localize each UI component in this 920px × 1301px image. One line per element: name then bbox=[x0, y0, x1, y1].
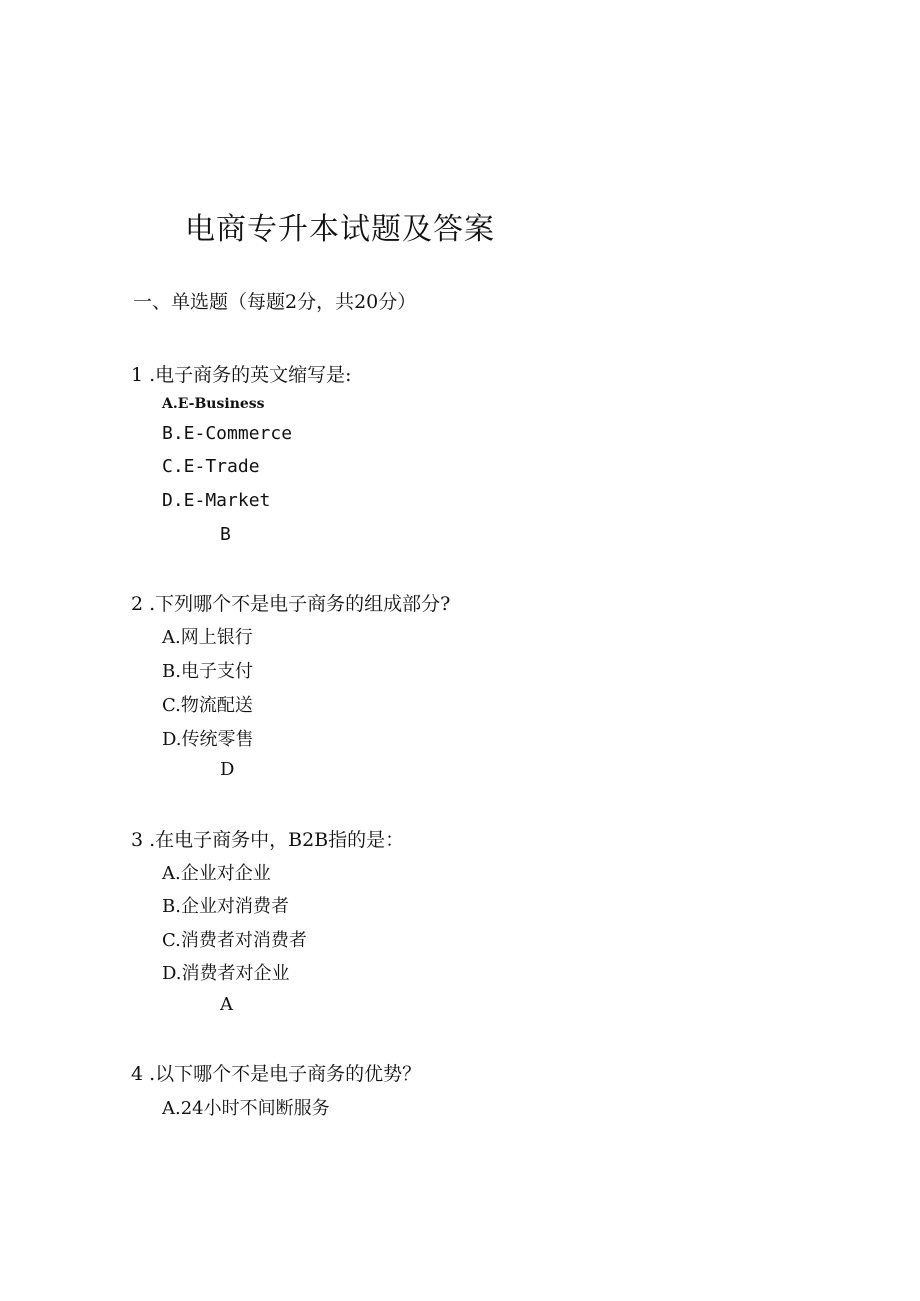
question-2-answer: D bbox=[220, 759, 235, 780]
question-2-option-a: A.网上银行 bbox=[162, 627, 253, 648]
question-2-option-c: C.物流配送 bbox=[162, 695, 253, 716]
question-4-stem: 4 .以下哪个不是电子商务的优势？ bbox=[131, 1063, 422, 1085]
question-2-stem: 2 .下列哪个不是电子商务的组成部分? bbox=[131, 593, 451, 615]
question-1-option-b: B.E-Commerce bbox=[162, 423, 293, 444]
question-2-option-d: D.传统零售 bbox=[162, 729, 254, 750]
question-3-stem: 3 .在电子商务中，B2B指的是： bbox=[131, 829, 405, 851]
document-title: 电商专升本试题及答案 bbox=[185, 212, 495, 247]
question-3-option-c: C.消费者对消费者 bbox=[162, 930, 307, 951]
question-3-option-d: D.消费者对企业 bbox=[162, 963, 290, 984]
question-3-answer: A bbox=[220, 994, 233, 1015]
question-1-answer: B bbox=[220, 524, 231, 545]
question-1-option-d: D.E-Market bbox=[162, 490, 271, 511]
question-3-option-a: A.企业对企业 bbox=[162, 863, 271, 884]
question-1-option-c: C.E-Trade bbox=[162, 456, 260, 477]
question-3-option-b: B.企业对消费者 bbox=[162, 896, 289, 917]
question-4-option-a: A.24小时不间断服务 bbox=[162, 1098, 330, 1119]
question-1-stem: 1 .电子商务的英文缩写是: bbox=[131, 364, 352, 386]
question-2-option-b: B.电子支付 bbox=[162, 661, 253, 682]
question-1-option-a: A.E-Business bbox=[162, 396, 265, 412]
section-heading: 一、单选题（每题2分，共20分） bbox=[133, 291, 417, 313]
